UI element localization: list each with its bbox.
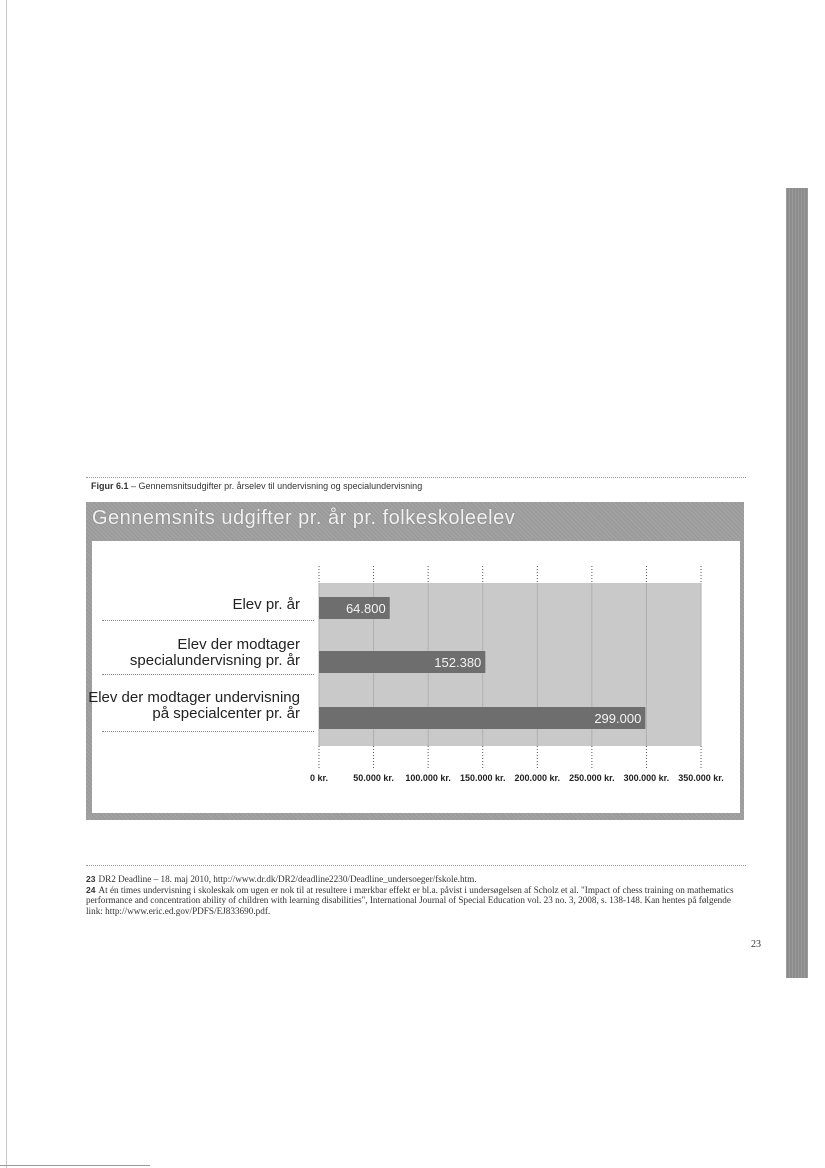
figure-number: Figur 6.1 <box>91 481 129 491</box>
x-tick-label: 150.000 kr. <box>459 773 506 783</box>
footnote-number: 24 <box>86 884 96 895</box>
footnotes <box>86 874 748 916</box>
footnote-number: 23 <box>86 874 96 884</box>
bar-value-label: 64.800 <box>345 601 386 616</box>
category-label: på specialcenter pr. år <box>152 705 300 722</box>
x-tick-label: 300.000 kr. <box>623 773 670 783</box>
x-tick-label: 100.000 kr. <box>405 773 451 783</box>
footnote-text: DR2 Deadline – 18. maj 2010, http://www.dr.dk/DR2/deadline2230/Deadline_undersoeger/fskole.htm. <box>98 874 477 884</box>
x-tick-label: 0 kr. <box>309 773 329 783</box>
chart-title: Gennemsnits udgifter pr. år pr. folkeskoleelev <box>92 507 516 529</box>
category-label: Elev der modtager undervisning <box>88 689 300 706</box>
category-label: Elev der modtager <box>177 636 300 653</box>
footnote-23 <box>86 874 748 885</box>
category-label: Elev pr. år <box>232 596 300 613</box>
footnote-rule <box>86 865 746 866</box>
footnote-text: At én times undervisning i skoleskak om ugen er nok til at resultere i mærkbar effekt er bl.a. påvist i undersøgelsen af Scholz et al. "Impact of chess training on mathematics performance and concentration ability of children with learning disabilities", International Journal of Special Education vol. 23 no. 3, 2008, s. 138-148. Kan hentes på følgende link: http://www.eric.ed.gov/PDFS/EJ833690.pdf. <box>86 884 734 916</box>
category-label: specialundervisning pr. år <box>129 652 300 669</box>
page-number: 23 <box>751 939 761 950</box>
bar-value-label: 152.380 <box>434 655 482 670</box>
x-tick-label: 50.000 kr. <box>353 773 394 783</box>
x-tick-label: 250.000 kr. <box>569 773 615 783</box>
x-tick-label: 200.000 kr. <box>514 773 561 783</box>
footnote-24 <box>86 885 748 917</box>
x-tick-label: 350.000 kr. <box>678 773 724 783</box>
figure-caption-text: – Gennemsnitsudgifter pr. årselev til undervisning og specialundervisning <box>131 481 423 491</box>
bar-value-label: 299.000 <box>594 711 642 726</box>
